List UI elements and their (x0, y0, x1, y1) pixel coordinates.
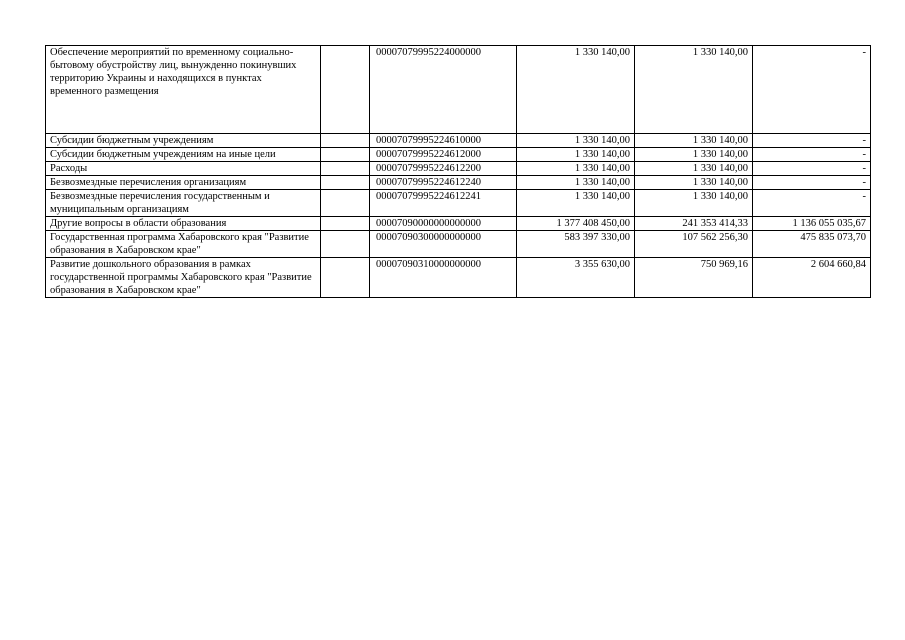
row-unexecuted-cell: - (753, 148, 871, 162)
row-code-cell: 00007079995224612200 (370, 162, 517, 176)
row-name-cell: Безвозмездные перечисления государственным и муниципальным организациям (46, 190, 321, 217)
row-empty-cell (321, 217, 370, 231)
row-approved-cell: 1 330 140,00 (517, 176, 635, 190)
row-name-cell: Другие вопросы в области образования (46, 217, 321, 231)
table-row (46, 148, 871, 162)
row-unexecuted-cell: - (753, 46, 871, 134)
table-row (46, 162, 871, 176)
row-empty-cell (321, 46, 370, 134)
row-empty-cell (321, 176, 370, 190)
row-name-cell: Безвозмездные перечисления организациям (46, 176, 321, 190)
row-code-cell: 00007090310000000000 (370, 258, 517, 298)
row-empty-cell (321, 231, 370, 258)
row-code-cell: 00007079995224612241 (370, 190, 517, 217)
row-executed-cell: 241 353 414,33 (635, 217, 753, 231)
row-empty-cell (321, 190, 370, 217)
row-unexecuted-cell: 1 136 055 035,67 (753, 217, 871, 231)
table-row (46, 258, 871, 298)
table-row (46, 231, 871, 258)
table-row (46, 190, 871, 217)
row-executed-cell: 1 330 140,00 (635, 46, 753, 134)
row-name-cell: Обеспечение мероприятий по временному социально-бытовому обустройству лиц, вынужденно покинувших территорию Украины и находящихся в пунктах временного размещения (46, 46, 321, 134)
row-code-cell: 00007079995224612240 (370, 176, 517, 190)
row-executed-cell: 1 330 140,00 (635, 176, 753, 190)
row-executed-cell: 107 562 256,30 (635, 231, 753, 258)
row-executed-cell: 1 330 140,00 (635, 190, 753, 217)
row-approved-cell: 3 355 630,00 (517, 258, 635, 298)
table-row (46, 134, 871, 148)
row-unexecuted-cell: - (753, 176, 871, 190)
row-empty-cell (321, 134, 370, 148)
row-code-cell: 00007079995224612000 (370, 148, 517, 162)
row-approved-cell: 1 330 140,00 (517, 190, 635, 217)
row-approved-cell: 1 330 140,00 (517, 162, 635, 176)
table-row (46, 176, 871, 190)
table-row (46, 46, 871, 134)
row-unexecuted-cell: - (753, 134, 871, 148)
row-code-cell: 00007079995224610000 (370, 134, 517, 148)
row-unexecuted-cell: - (753, 162, 871, 176)
row-unexecuted-cell: 2 604 660,84 (753, 258, 871, 298)
row-name-cell: Расходы (46, 162, 321, 176)
row-name-cell: Развитие дошкольного образования в рамках государственной программы Хабаровского края "Развитие образования в Хабаровском крае" (46, 258, 321, 298)
row-code-cell: 00007079995224000000 (370, 46, 517, 134)
table-row (46, 217, 871, 231)
row-approved-cell: 583 397 330,00 (517, 231, 635, 258)
row-approved-cell: 1 377 408 450,00 (517, 217, 635, 231)
row-approved-cell: 1 330 140,00 (517, 46, 635, 134)
budget-execution-table (45, 45, 871, 298)
row-empty-cell (321, 162, 370, 176)
row-approved-cell: 1 330 140,00 (517, 134, 635, 148)
row-unexecuted-cell: 475 835 073,70 (753, 231, 871, 258)
row-name-cell: Субсидии бюджетным учреждениям (46, 134, 321, 148)
row-executed-cell: 1 330 140,00 (635, 134, 753, 148)
row-executed-cell: 1 330 140,00 (635, 148, 753, 162)
row-executed-cell: 1 330 140,00 (635, 162, 753, 176)
row-unexecuted-cell: - (753, 190, 871, 217)
row-code-cell: 00007090300000000000 (370, 231, 517, 258)
row-approved-cell: 1 330 140,00 (517, 148, 635, 162)
row-executed-cell: 750 969,16 (635, 258, 753, 298)
row-name-cell: Государственная программа Хабаровского края "Развитие образования в Хабаровском крае" (46, 231, 321, 258)
row-code-cell: 00007090000000000000 (370, 217, 517, 231)
row-empty-cell (321, 258, 370, 298)
row-empty-cell (321, 148, 370, 162)
row-name-cell: Субсидии бюджетным учреждениям на иные цели (46, 148, 321, 162)
